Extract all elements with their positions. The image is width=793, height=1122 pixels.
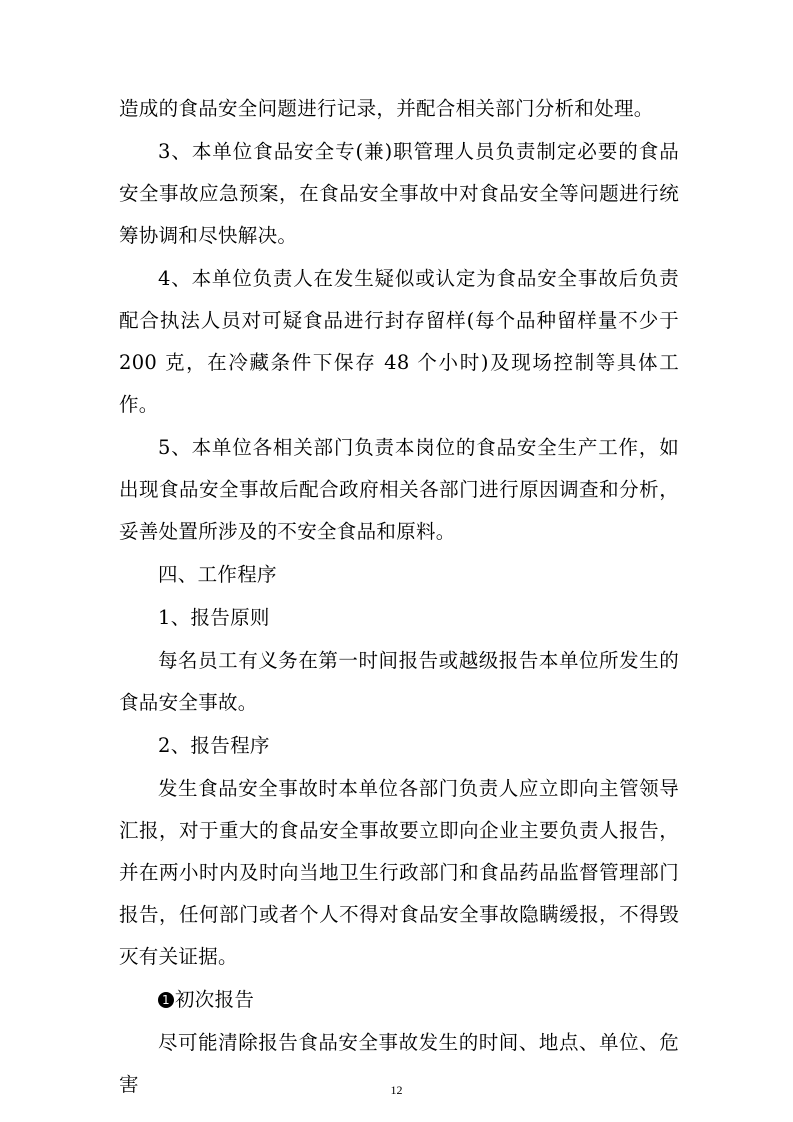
paragraph-reporting-principle: 每名员工有义务在第一时间报告或越级报告本单位所发生的食品安全事故。 bbox=[119, 649, 679, 714]
section-heading: 四、工作程序 bbox=[158, 563, 277, 586]
paragraph-2: 3、本单位食品安全专(兼)职管理人员负责制定必要的食品安全事故应急预案，在食品安全事故中对食品安全等问题进行统筹协调和尽快解决。 bbox=[119, 140, 679, 247]
paragraph-1: 造成的食品安全问题进行记录，并配合相关部门分析和处理。 bbox=[119, 97, 654, 120]
numbered-heading-text: 初次报告 bbox=[175, 988, 255, 1011]
numbered-heading-initial-report bbox=[119, 979, 679, 1021]
subheading-reporting-principle: 1、报告原则 bbox=[158, 606, 270, 629]
subheading-reporting-procedure: 2、报告程序 bbox=[158, 734, 270, 757]
document-body bbox=[119, 88, 679, 1107]
paragraph-4: 5、本单位各相关部门负责本岗位的食品安全生产工作，如出现食品安全事故后配合政府相关各部门进行原因调查和分析，妥善处置所涉及的不安全食品和原料。 bbox=[119, 436, 679, 543]
paragraph-3: 4、本单位负责人在发生疑似或认定为食品安全事故后负责配合执法人员对可疑食品进行封存留样(每个品种留样量不少于 200 克，在冷藏条件下保存 48 个小时)及现场控制等具体工作。 bbox=[119, 267, 679, 416]
paragraph-initial-report: 尽可能清除报告食品安全事故发生的时间、地点、单位、危害 bbox=[119, 1031, 679, 1096]
circled-number-marker: 1 bbox=[158, 992, 174, 1008]
paragraph-reporting-procedure: 发生食品安全事故时本单位各部门负责人应立即向主管领导汇报，对于重大的食品安全事故要立即向企业主要负责人报告，并在两小时内及时向当地卫生行政部门和食品药品监督管理部门报告，任何部门或者个人不得对食品安全事故隐瞒缓报，不得毁灭有关证据。 bbox=[119, 777, 679, 968]
page-number: 12 bbox=[390, 1083, 403, 1097]
